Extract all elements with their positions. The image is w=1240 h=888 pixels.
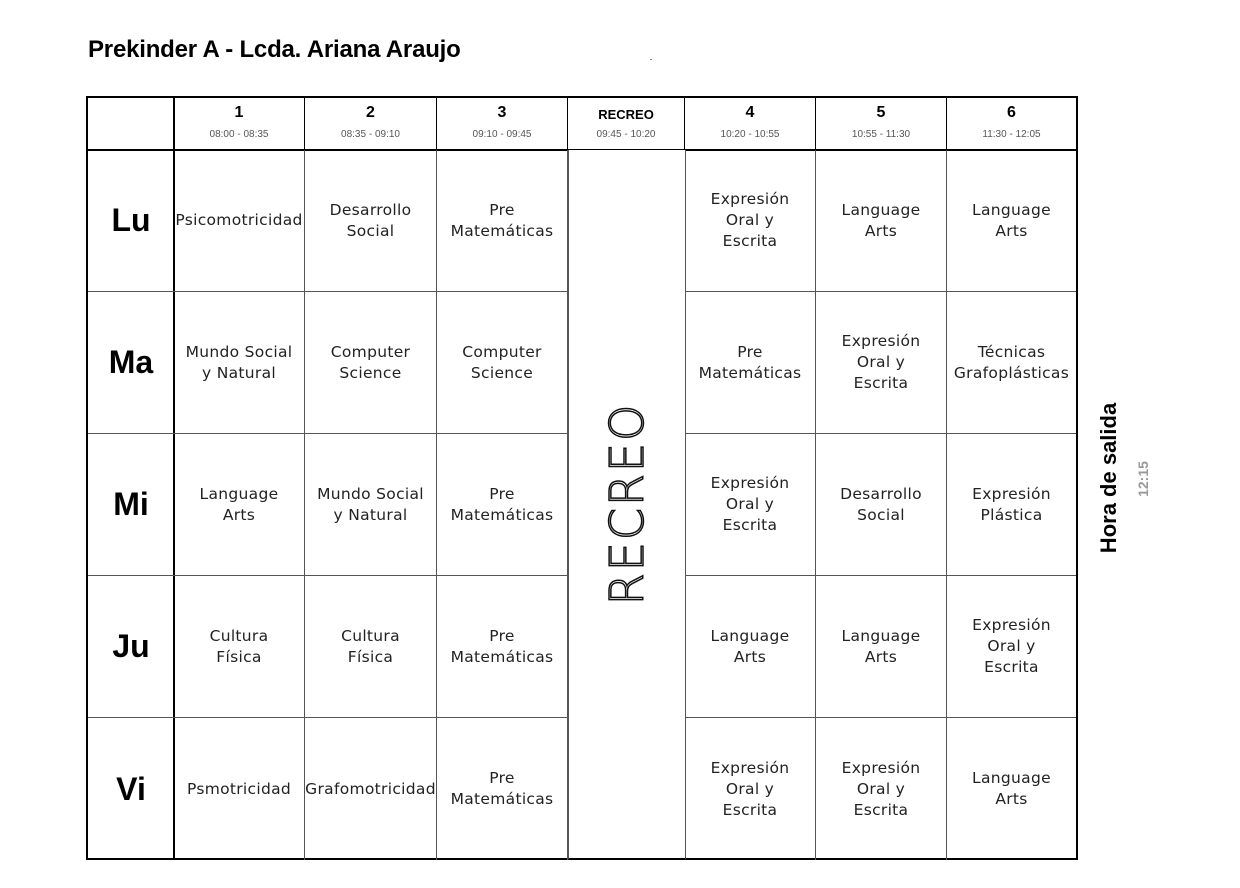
subject-name: Expresión Plástica xyxy=(972,484,1051,524)
subject-name: Language Arts xyxy=(199,484,279,524)
recess-column xyxy=(568,150,686,860)
stray-dot xyxy=(650,59,652,60)
subject-name: Expresión Oral y Escrita xyxy=(841,332,921,392)
subject-name: Pre Matemáticas xyxy=(450,484,554,524)
subject-cell xyxy=(816,292,947,434)
subject-cell xyxy=(816,718,947,860)
subject-name: Psmotricidad xyxy=(186,779,292,798)
header-period-5 xyxy=(816,98,947,150)
day-label-lu: Lu xyxy=(88,150,174,292)
subject-cell xyxy=(174,150,305,292)
subject-name: Expresión Oral y Escrita xyxy=(710,758,790,819)
subject-cell xyxy=(685,292,816,434)
subject-cell xyxy=(437,150,568,292)
subject-cell xyxy=(174,434,305,576)
subject-cell xyxy=(437,718,568,860)
subject-name: Desarrollo Social xyxy=(840,484,922,524)
subject-name: Grafomotricidad xyxy=(305,779,436,798)
subject-cell xyxy=(947,434,1076,576)
header-recess xyxy=(568,98,685,150)
subject-name: Expresión Oral y Escrita xyxy=(841,758,921,819)
period-number: 6 xyxy=(1007,104,1016,121)
period-number: 1 xyxy=(234,104,244,121)
period-number: 3 xyxy=(497,104,507,121)
subject-cell xyxy=(174,718,305,860)
subject-name: Cultura Física xyxy=(209,626,269,666)
period-time: 11:30 - 12:05 xyxy=(982,129,1041,140)
subject-name: Language Arts xyxy=(972,200,1051,240)
subject-cell xyxy=(437,292,568,434)
exit-time-label: Hora de salida xyxy=(1096,402,1121,554)
day-label-ma: Ma xyxy=(88,292,174,434)
subject-cell xyxy=(305,292,437,434)
subject-name: Expresión Oral y Escrita xyxy=(972,616,1051,676)
period-time: 09:10 - 09:45 xyxy=(472,129,532,140)
subject-name: Language Arts xyxy=(710,626,790,666)
subject-cell xyxy=(174,576,305,718)
subject-name: Mundo Social y Natural xyxy=(185,342,293,382)
subject-cell xyxy=(305,434,437,576)
period-number: RECREO xyxy=(598,107,654,122)
subject-name: Pre Matemáticas xyxy=(450,769,554,808)
day-label-mi: Mi xyxy=(88,434,174,576)
period-number: 4 xyxy=(745,104,755,121)
period-time: 08:00 - 08:35 xyxy=(209,129,269,140)
subject-cell xyxy=(437,576,568,718)
header-corner xyxy=(88,98,174,150)
period-time: 10:55 - 11:30 xyxy=(851,129,911,140)
subject-cell xyxy=(816,434,947,576)
header-period-3 xyxy=(437,98,568,150)
subject-name: Desarrollo Social xyxy=(329,200,412,240)
recess-label: RECREO xyxy=(600,402,654,606)
header-period-1 xyxy=(174,98,305,150)
period-number: 5 xyxy=(876,104,886,121)
day-label-ju: Ju xyxy=(88,576,174,718)
subject-name: Pre Matemáticas xyxy=(698,342,802,382)
period-time: 08:35 - 09:10 xyxy=(341,129,400,140)
subject-name: Psicomotricidad xyxy=(175,211,303,229)
subject-cell xyxy=(947,576,1076,718)
subject-cell xyxy=(305,150,437,292)
header-period-4 xyxy=(685,98,816,150)
header-period-2 xyxy=(305,98,437,150)
header-period-6 xyxy=(947,98,1076,150)
subject-name: Computer Science xyxy=(462,342,542,382)
subject-name: Language Arts xyxy=(841,626,921,666)
subject-cell xyxy=(437,434,568,576)
subject-name: Expresión Oral y Escrita xyxy=(710,474,790,534)
period-time: 09:45 - 10:20 xyxy=(596,129,656,140)
subject-name: Computer Science xyxy=(330,342,411,382)
subject-cell xyxy=(305,576,437,718)
subject-cell xyxy=(947,292,1076,434)
subject-name: Pre Matemáticas xyxy=(450,626,554,666)
subject-cell xyxy=(685,576,816,718)
period-time: 10:20 - 10:55 xyxy=(720,129,780,140)
subject-cell xyxy=(685,150,816,292)
subject-cell xyxy=(947,150,1076,292)
schedule-table xyxy=(86,96,1078,860)
subject-cell xyxy=(816,150,947,292)
subject-name: Pre Matemáticas xyxy=(450,200,554,240)
subject-cell xyxy=(174,292,305,434)
subject-name: Mundo Social y Natural xyxy=(317,484,424,524)
subject-cell xyxy=(816,576,947,718)
subject-name: Cultura Física xyxy=(341,626,400,666)
day-label-vi: Vi xyxy=(116,770,146,807)
page-title: Prekinder A - Lcda. Ariana Araujo xyxy=(88,36,461,63)
subject-cell xyxy=(305,718,437,860)
subject-name: Language Arts xyxy=(841,200,921,240)
subject-cell xyxy=(947,718,1076,860)
exit-time-value: 12:15 xyxy=(1135,461,1151,497)
subject-name: Expresión Oral y Escrita xyxy=(710,190,790,250)
subject-name: Language Arts xyxy=(972,769,1051,808)
subject-cell xyxy=(685,434,816,576)
subject-name: Técnicas Grafoplásticas xyxy=(953,342,1070,382)
subject-cell xyxy=(685,718,816,860)
period-number: 2 xyxy=(366,104,375,121)
